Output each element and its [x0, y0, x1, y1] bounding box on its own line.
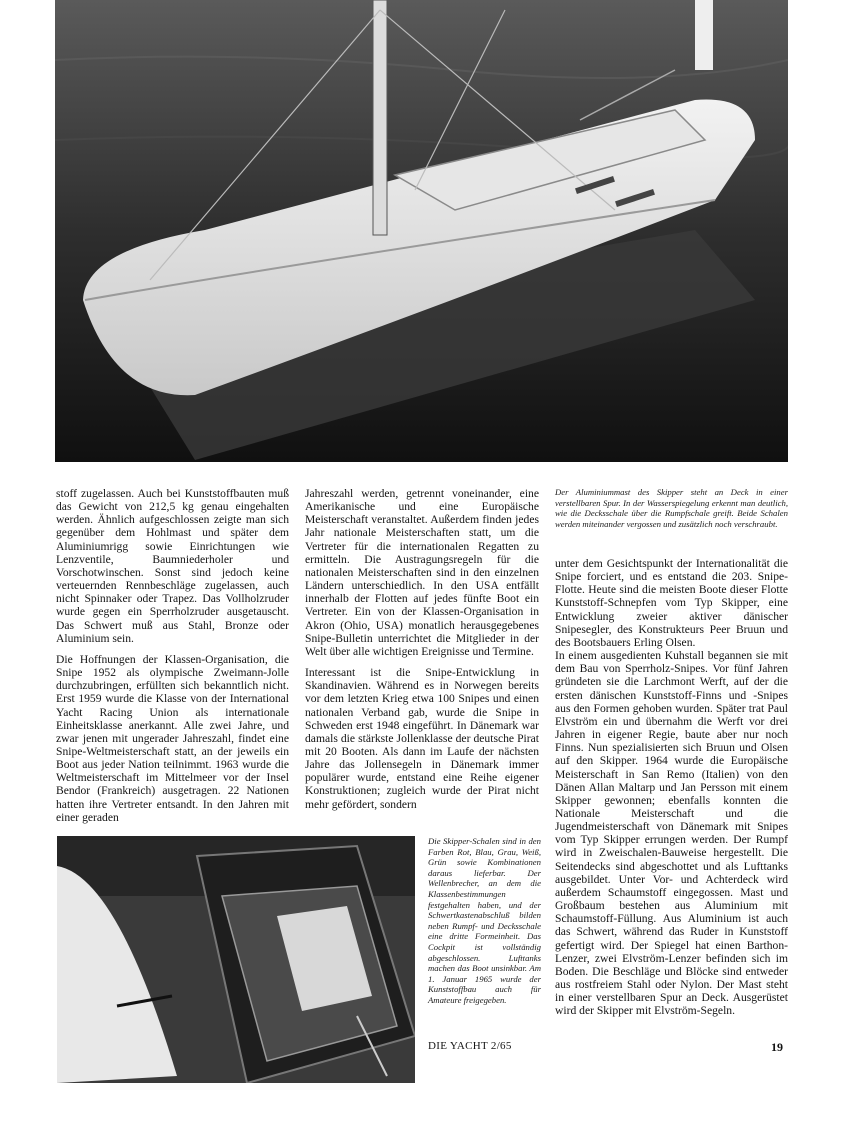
hull-shells-photo-art	[57, 836, 415, 1083]
text-column-3	[555, 557, 788, 1025]
paragraph: Jahreszahl werden, getrennt voneinander, eine Amerikanische und eine Europäische Meisterschaft veranstaltet. Außerdem finden jedes Jahr nationale Meisterschaften statt, um die Vertreter für die internationalen Regatten zu ermitteln. Die Austragungsregeln für die nationalen Meisterschaften sind in den einzelnen Ländern unterschiedlich. In den USA entfällt innerhalb der Flotten auf jedes fünfte Boot ein Vertreter. Ein von der Klassen-Organisation in Akron (Ohio, USA) monatlich herausgegebenes Snipe-Bulletin unterrichtet die Mitglieder in der Welt über alle wichtigen Ereignisse und Termine.	[305, 487, 539, 658]
text-column-1	[56, 487, 289, 832]
paragraph: Die Hoffnungen der Klassen-Organisation, die Snipe 1952 als olympische Zweimann-Jolle durchzubringen, erfüllten sich bekanntlich nicht. Erst 1959 wurde die Klasse von der International Yacht Racing Union als internationale Einheitsklasse anerkannt. Alle zwei Jahre, und zwar jenen mit ungerader Jahreszahl, findet eine Snipe-Weltmeisterschaft statt, an der jeweils ein Boot aus jeder Nation teilnimmt. 1963 wurde die Weltmeisterschaft im Mittelmeer vor der Insel Bendor (Frankreich) ausgetragen. 22 Nationen hatten ihre Vertreter entsandt. In den Jahren mit einer geraden	[56, 652, 289, 824]
paragraph: stoff zugelassen. Auch bei Kunststoffbauten muß das Gewicht von 212,5 kg genau eingehalten werden. Ähnlich aufgeschlossen zeigte man sich gegenüber dem Hohlmast und später dem Aluminiumrigg sowie Einrichtungen wie Lenzventile, Baumniederholer und Vorschotwinschen. Sonst sind jedoch keine verteuernden Rennbeschläge zugelassen, auch nicht Spinnaker oder Trapez. Das Vollholzruder wurde gegen ein Sperrholzruder ausgetauscht. Das Schwert muß aus Stahl, Bronze oder Aluminium sein.	[56, 487, 289, 645]
paragraph: unter dem Gesichtspunkt der Internationalität die Snipe forciert, und es entstand die 203. Snipe-Flotte. Heute sind die meisten Boote dieser Flotte Kunststoff-Schnepfen vom Typ Skipper, eine Entwicklung zweier aktiver dänischer Snipesegler, des Konstrukteurs Peer Bruun und des Bootsbauers Erling Olsen.	[555, 557, 788, 649]
top-photo-caption: Der Aluminiummast des Skipper steht an Deck in einer verstellbaren Spur. In der Wasserspiegelung erkennt man deutlich, wie die Decksschale über die Rumpfschale greift. Beide Schalen werden miteinander vergossen und zusätzlich noch verschraubt.	[555, 487, 788, 529]
text-column-2	[305, 487, 539, 819]
sailboat-photo-art	[55, 0, 788, 462]
paragraph: In einem ausgedienten Kuhstall begannen sie mit dem Bau von Sperrholz-Snipes. Vor fünf Jahren gründeten sie die Larchmont Werft, auf der die ersten dänischen Kunststoff-Finns und -Snipes aus den Formen gehoben wurden. Später trat Paul Elvström ein und übernahm die Werft vor drei Jahren in eigener Regie, baute aber nur noch Finns. Nun spezialisierten sich Bruun und Olsen auf den Skipper. 1964 wurde die Europäische Meisterschaft in San Remo (Italien) von den Dänen Allan Maltarp und Jan Persson mit einem Skipper gewonnen; ebenfalls konnten die Nationale Meisterschaft und die Jugendmeisterschaft von Dänemark mit Snipes vom Typ Skipper errungen werden. Der Rumpf wird in Zweischalen-Bauweise hergestellt. Die Seitendecks sind abgeschottet und als Lufttanks ausgebildet. Unter Vor- und Achterdeck wird außerdem Schaumstoff eingegossen. Mast und Großbaum bestehen aus Aluminium mit Schaumstoff-Füllung. Aus Aluminium ist auch das Schwert, während das Ruder in Kunststoff gefertigt wird. Der Spiegel hat einen Barthon-Lenzer, zwei Elvström-Lenzer befinden sich im Boden. Die Beschläge und Blöcke sind entweder aus rostfreiem Stahl oder Nylon. Der Mast steht in einer verstellbaren Spur an Deck. Ausgerüstet wird der Skipper mit Elvström-Segeln.	[555, 649, 788, 1018]
magazine-issue: DIE YACHT 2/65	[428, 1040, 512, 1052]
page-number: 19	[771, 1040, 783, 1054]
hull-shells-photo	[57, 836, 415, 1083]
paragraph: Interessant ist die Snipe-Entwicklung in Skandinavien. Während es in Norwegen bereits vor dem letzten Krieg etwa 100 Snipes und einen nationalen Verband gab, wurde die Snipe in Schweden erst 1948 eingeführt. In Dänemark war damals die stärkste Jollenklasse der deutsche Pirat mit 20 Booten. Als dann im Laufe der nächsten Jahre das Jollensegeln in Dänemark immer populärer wurde, entstand eine Reihe eigener Konstruktionen; zugleich wurde der Pirat nicht mehr gefördert, sondern	[305, 666, 539, 811]
bottom-photo-caption: Die Skipper-Schalen sind in den Farben Rot, Blau, Grau, Weiß, Grün sowie Kombinationen daraus lieferbar. Der Wellenbrecher, an dem die Klassenbestimmungen festgehalten haben, und der Schwertkastenabschluß bilden neben Rumpf- und Decksschale eine dritte Formeinheit. Das Cockpit ist vollständig abgeschlossen. Lufttanks machen das Boot unsinkbar. Am 1. Januar 1965 wurde der Kunststoffbau auch für Amateure freigegeben.	[428, 836, 541, 1005]
sailboat-photo	[55, 0, 788, 462]
